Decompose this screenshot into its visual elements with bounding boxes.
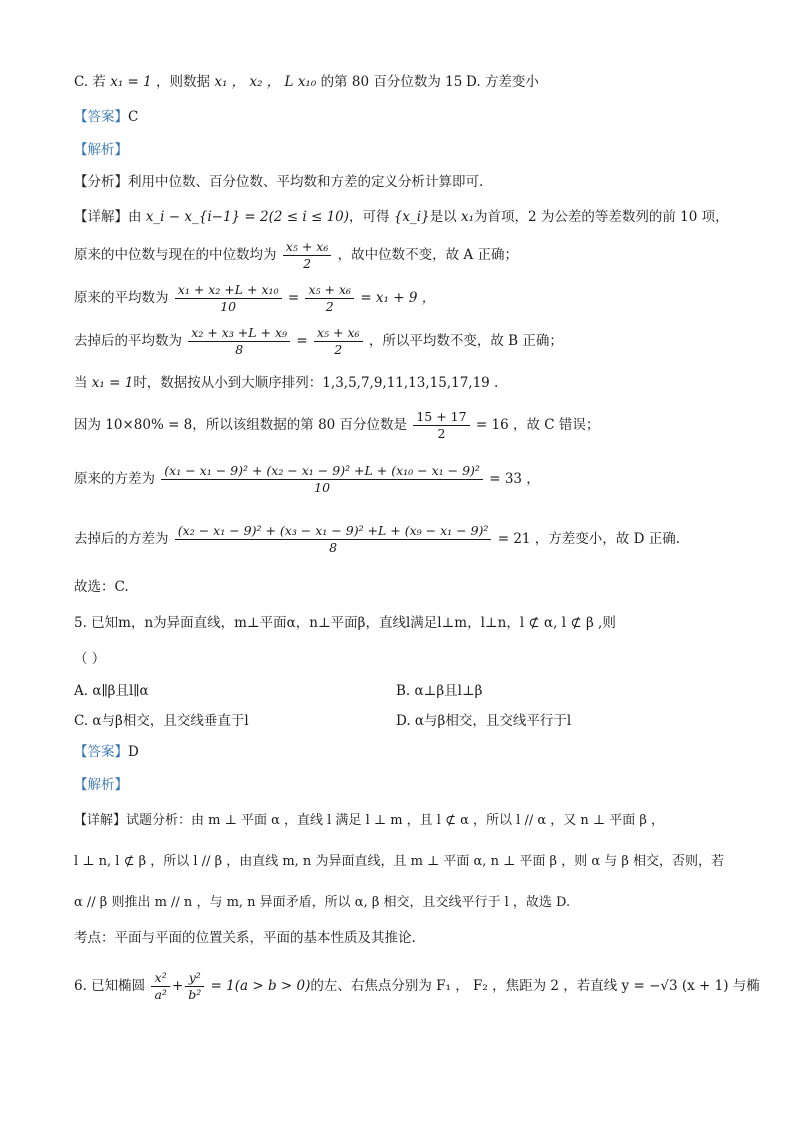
fraction-numerator: x₅ + x₆ bbox=[283, 239, 332, 256]
q4-mean2-line bbox=[74, 324, 563, 358]
fraction-numerator: (x₁ − x₁ − 9)² + (x₂ − x₁ − 9)² +L + (x₁₀ − x₁ − 9)² bbox=[161, 463, 483, 480]
answer-tag: 【答案】 bbox=[74, 109, 128, 125]
q4-option-c-text: 的第 80 百分位数为 15 bbox=[320, 74, 463, 90]
detail-text: 是以 bbox=[429, 209, 457, 225]
q4-answer bbox=[74, 107, 138, 127]
q5-paren: （ ） bbox=[74, 651, 106, 667]
q4-option-c-prefix: C. 若 bbox=[74, 74, 106, 90]
fraction-denominator: 2 bbox=[334, 342, 343, 357]
fraction-denominator: 8 bbox=[235, 342, 244, 357]
fraction-denominator: 2 bbox=[437, 426, 446, 441]
median-prefix: 原来的中位数与现在的中位数均为 bbox=[74, 247, 277, 263]
mean1-prefix: 原来的平均数为 bbox=[74, 290, 169, 306]
q5-detail-line3: α // β 则推出 m // n ，与 m, n 异面矛盾，所以 α, β 相交，且交线平行于 l ，故选 D. bbox=[74, 895, 571, 910]
variance2-prefix: 去掉后的方差为 bbox=[74, 531, 169, 547]
q6-equation: = 1(a > b > 0) bbox=[210, 978, 311, 994]
variance1-prefix: 原来的方差为 bbox=[74, 471, 155, 487]
mean2-prefix: 去掉后的平均数为 bbox=[74, 333, 182, 349]
equals-sign: = bbox=[287, 290, 300, 306]
recurrence-formula: x_i − x_{i−1} = 2(2 ≤ i ≤ 10) bbox=[145, 209, 350, 225]
q5-option-d: D. α与β相交，且交线平行于l bbox=[396, 713, 572, 729]
fraction-numerator: x² bbox=[151, 970, 169, 987]
detail-text: 试题分析：由 m ⊥ 平面 α ，直线 l 满足 l ⊥ m ，且 l ⊄ α ，所以 l // α ，又 n ⊥ 平面 β ， bbox=[126, 813, 665, 828]
first-term: x₁ bbox=[460, 209, 475, 225]
q4-percentile-line bbox=[74, 408, 599, 442]
q4-detail-line1 bbox=[74, 207, 729, 227]
q5-kaodian: 考点：平面与平面的位置关系，平面的基本性质及其推论. bbox=[74, 930, 416, 946]
mean1-fraction2 bbox=[305, 282, 354, 315]
median-fraction bbox=[283, 239, 332, 272]
q4-jiexi-tag: 【解析】 bbox=[74, 142, 128, 158]
mean2-suffix: ，所以平均数不变，故 B 正确； bbox=[368, 333, 563, 349]
fraction-denominator: 10 bbox=[220, 299, 237, 314]
q4-when-line bbox=[74, 373, 498, 393]
detail-tag: 【详解】 bbox=[74, 209, 128, 225]
fraction-denominator: b² bbox=[188, 987, 202, 1002]
detail-text: 为首项，2 为公差的等差数列的前 10 项， bbox=[474, 209, 729, 225]
q5-option-a: A. α∥β且l∥α bbox=[74, 683, 149, 699]
q5-stem: 5. 已知m，n为异面直线，m⊥平面α，n⊥平面β，直线l满足l⊥m，l⊥n，l ⊄ α, l ⊄ β ,则 bbox=[74, 615, 616, 631]
q5-option-b: B. α⊥β且l⊥β bbox=[396, 683, 483, 699]
q4-option-c-condition: x₁ = 1 bbox=[110, 74, 152, 90]
sequence-set: {x_i} bbox=[393, 209, 430, 225]
q5-detail-line2: l ⊥ n, l ⊄ β ，所以 l // β ，由直线 m, n 为异面直线，且 m ⊥ 平面 α, n ⊥ 平面 β ，则 α 与 β 相交，否则，若 bbox=[74, 854, 725, 869]
analysis-tag: 【分析】 bbox=[74, 174, 128, 190]
fraction-numerator: (x₂ − x₁ − 9)² + (x₃ − x₁ − 9)² +L + (x₉ − x₁ − 9)² bbox=[175, 523, 492, 540]
q5-jiexi-tag: 【解析】 bbox=[74, 777, 128, 793]
when-prefix: 当 bbox=[74, 375, 88, 391]
pct-prefix: 因为 bbox=[74, 417, 101, 433]
fraction-denominator: 2 bbox=[325, 299, 334, 314]
q5-detail-line1 bbox=[74, 811, 664, 831]
fraction-denominator: 8 bbox=[329, 540, 338, 555]
q5-answer bbox=[74, 742, 139, 762]
fraction-numerator: x₂ + x₃ +L + x₉ bbox=[188, 325, 290, 342]
pct-suffix: = 16 ，故 C 错误； bbox=[475, 417, 600, 433]
q4-option-d: D. 方差变小 bbox=[466, 74, 539, 90]
fraction-denominator: 2 bbox=[303, 256, 312, 271]
q4-analysis bbox=[74, 172, 483, 192]
variance1-suffix: = 33 ， bbox=[489, 471, 540, 487]
q4-option-c-sequence: x₁ ， x₂ ， L x₁₀ bbox=[214, 74, 317, 90]
plus-sign: + bbox=[171, 978, 184, 994]
mean2-fraction2 bbox=[314, 325, 363, 358]
answer-tag: 【答案】 bbox=[74, 744, 128, 760]
q6-prefix: 6. 已知椭圆 bbox=[74, 978, 146, 994]
pct-calc: 10×80% = 8 bbox=[105, 417, 193, 433]
q6-suffix: 的左、右焦点分别为 F₁ ， F₂ ，焦距为 2 ，若直线 y = −√3 (x + 1) 与椭 bbox=[310, 978, 760, 994]
answer-value: C bbox=[128, 109, 139, 125]
answer-value: D bbox=[128, 744, 139, 760]
fraction-denominator: 10 bbox=[314, 480, 331, 495]
q4-variance1-line bbox=[74, 460, 540, 498]
q6-fraction-y bbox=[185, 970, 204, 1003]
detail-text: ，可得 bbox=[349, 209, 390, 225]
pct-mid: ，所以该组数据的第 80 百分位数是 bbox=[192, 417, 408, 433]
equals-sign: = bbox=[296, 333, 308, 349]
fraction-numerator: y² bbox=[185, 970, 204, 987]
fraction-numerator: x₅ + x₆ bbox=[305, 282, 354, 299]
q4-median-line bbox=[74, 238, 518, 272]
fraction-denominator: a² bbox=[154, 987, 167, 1002]
q4-mean1-line bbox=[74, 281, 435, 315]
variance1-fraction bbox=[161, 463, 483, 496]
q4-option-c-line bbox=[74, 72, 462, 92]
variance2-suffix: = 21 ，方差变小，故 D 正确. bbox=[497, 531, 681, 547]
when-condition: x₁ = 1 bbox=[91, 375, 134, 391]
analysis-text: 利用中位数、百分位数、平均数和方差的定义分析计算即可. bbox=[128, 174, 484, 190]
variance2-fraction bbox=[175, 523, 492, 556]
q6-stem bbox=[74, 968, 760, 1004]
when-suffix: 时，数据按从小到大顺序排列：1,3,5,7,9,11,13,15,17,19 . bbox=[133, 375, 499, 391]
detail-tag: 【详解】 bbox=[74, 813, 127, 828]
fraction-numerator: x₁ + x₂ +L + x₁₀ bbox=[175, 282, 282, 299]
mean1-suffix: = x₁ + 9 ， bbox=[360, 290, 436, 306]
q5-option-c: C. α与β相交，且交线垂直于l bbox=[74, 713, 249, 729]
mean1-fraction bbox=[175, 282, 282, 315]
q4-variance2-line bbox=[74, 520, 680, 558]
q4-choose: 故选：C. bbox=[74, 579, 129, 595]
fraction-numerator: x₅ + x₆ bbox=[314, 325, 363, 342]
q4-option-c-mid: ，则数据 bbox=[156, 74, 211, 90]
mean2-fraction bbox=[188, 325, 290, 358]
fraction-numerator: 15 + 17 bbox=[413, 409, 469, 426]
pct-fraction bbox=[413, 409, 469, 442]
detail-text: 由 bbox=[128, 209, 142, 225]
q6-fraction-x bbox=[151, 970, 169, 1003]
median-suffix: ，故中位数不变，故 A 正确； bbox=[337, 247, 518, 263]
